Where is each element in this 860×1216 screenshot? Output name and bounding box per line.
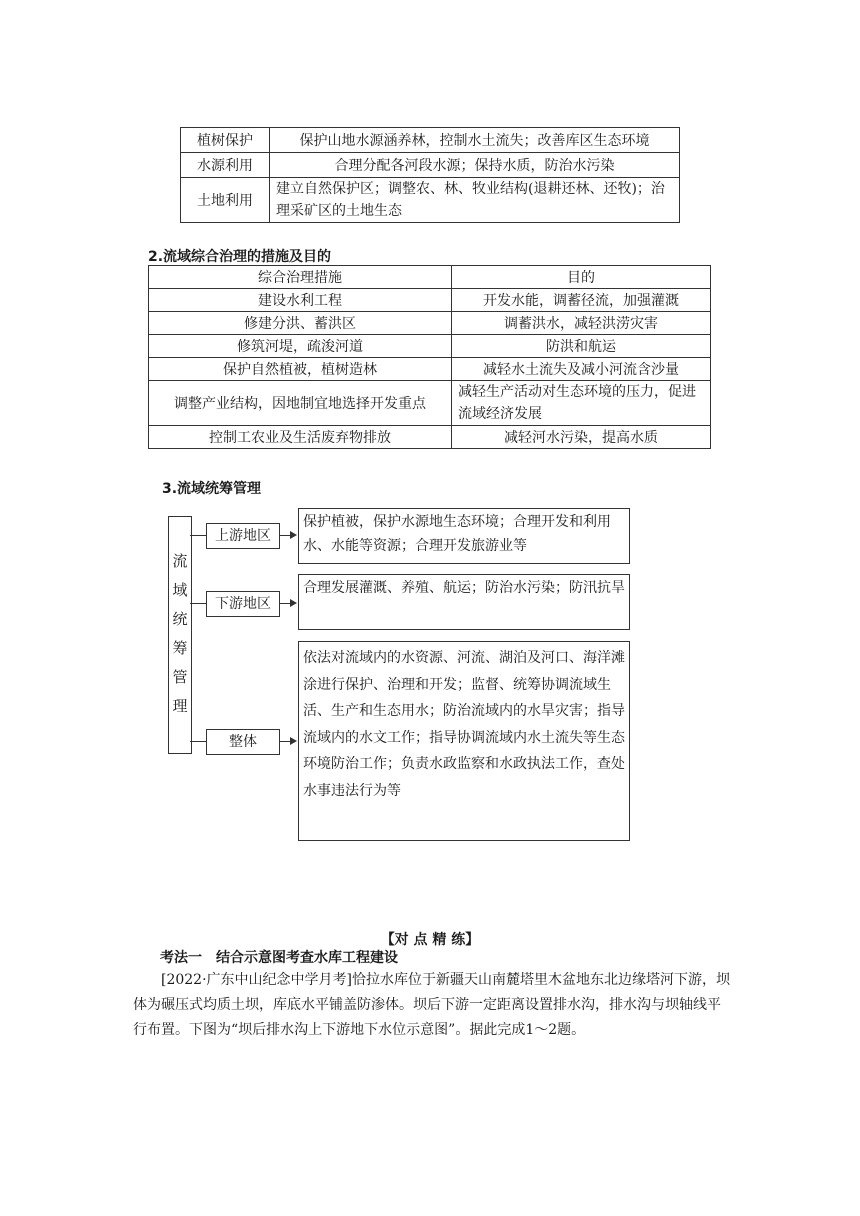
branch-desc: 合理发展灌溉、养殖、航运；防治水污染；防汛抗旱 (303, 580, 625, 596)
branch-label: 下游地区 (215, 596, 271, 612)
branch-desc-box (298, 574, 630, 630)
governance-table (148, 265, 711, 449)
arrow-icon (290, 531, 297, 539)
row-key: 植树保护 (181, 128, 270, 153)
table-cell: 保护自然植被，植树造林 (149, 358, 452, 381)
table-cell: 减轻河水污染，提高水质 (452, 426, 711, 449)
connector (190, 741, 206, 742)
table-cell: 修筑河堤，疏浚河道 (149, 335, 452, 358)
row-value: 合理分配各河段水源；保持水质，防治水污染 (270, 153, 680, 178)
row-key: 水源利用 (181, 153, 270, 178)
branch-desc-box (298, 641, 630, 841)
branch-box-whole (206, 729, 280, 755)
table-cell: 调蓄洪水，减轻洪涝灾害 (452, 312, 711, 335)
row-value: 保护山地水源涵养林，控制水土流失；改善库区生态环境 (270, 128, 680, 153)
section-title: 3.流域统筹管理 (162, 481, 262, 497)
table-cell: 建设水利工程 (149, 289, 452, 312)
table-header-row (149, 266, 711, 289)
table-row (149, 381, 711, 426)
branch-label: 上游地区 (215, 528, 271, 544)
question-paragraph: [2022·广东中山纪念中学月考]恰拉水库位于新疆天山南麓塔里木盆地东北边缘塔河下游，坝体为碾压式均质土坝，库底水平铺盖防渗体。坝后下游一定距离设置排水沟，排水沟与坝轴线平行布置。下图为“坝后排水沟上下游地下水位示意图”。据此完成1～2题。 (133, 972, 731, 1038)
column-header: 综合治理措施 (149, 266, 452, 289)
branch-desc: 依法对流域内的水资源、河流、湖泊及河口、海洋滩涂进行保护、治理和开发；监督、统筹协调流域生活、生产和生态用水；防治流域内的水旱灾害；指导流域内的水文工作；指导协调流域内水土流失等生态环境防治工作；负责水政监察和水政执法工作，查处水事违法行为等 (303, 650, 625, 799)
table-cell: 修建分洪、蓄洪区 (149, 312, 452, 335)
table-row (149, 335, 711, 358)
table-row (149, 289, 711, 312)
branch-desc-box (298, 508, 630, 564)
table-cell: 减轻水土流失及减小河流含沙量 (452, 358, 711, 381)
table-row (149, 312, 711, 335)
table-cell: 防洪和航运 (452, 335, 711, 358)
connector (190, 535, 206, 536)
method-title: 考法一 结合示意图考查水库工程建设 (160, 950, 398, 966)
measures-table (180, 127, 680, 223)
branch-box-upstream (206, 523, 280, 549)
row-value: 建立自然保护区；调整农、林、牧业结构(退耕还林、还牧)；治理采矿区的土地生态 (270, 178, 680, 223)
root-box (168, 516, 192, 754)
table-cell: 开发水能，调蓄径流，加强灌溉 (452, 289, 711, 312)
table-cell: 控制工农业及生活废弃物排放 (149, 426, 452, 449)
table-cell: 减轻生产活动对生态环境的压力，促进流域经济发展 (452, 381, 711, 426)
connector (190, 603, 206, 604)
table-row (149, 358, 711, 381)
row-key: 土地利用 (181, 178, 270, 223)
table-cell: 调整产业结构，因地制宜地选择开发重点 (149, 381, 452, 426)
branch-label: 整体 (229, 734, 257, 750)
practice-heading: 【对 点 精 练】 (380, 932, 480, 948)
root-label: 流域统筹管理 (172, 552, 188, 715)
arrow-icon (290, 599, 297, 607)
section-title: 2.流域综合治理的措施及目的 (148, 249, 332, 265)
table-row (181, 153, 680, 178)
branch-desc: 保护植被，保护水源地生态环境；合理开发和利用水、水能等资源；合理开发旅游业等 (303, 514, 611, 554)
table-row (181, 128, 680, 153)
branch-box-downstream (206, 591, 280, 617)
table-row (181, 178, 680, 223)
column-header: 目的 (452, 266, 711, 289)
table-row (149, 426, 711, 449)
arrow-icon (290, 737, 297, 745)
